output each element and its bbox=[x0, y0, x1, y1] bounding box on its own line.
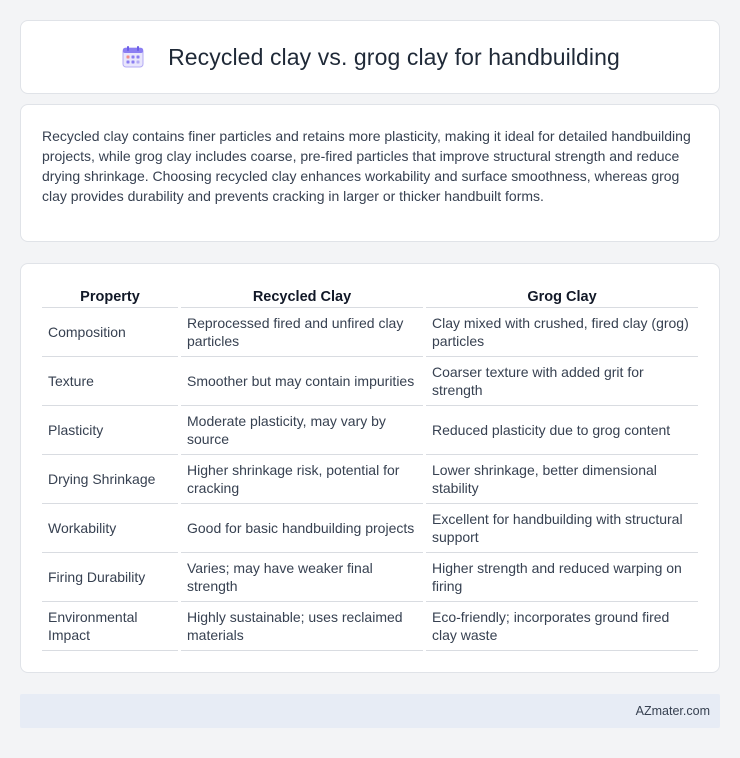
summary-text: Recycled clay contains finer particles and retains more plasticity, making it ideal for detailed handbuilding projects, while grog clay includes coarse, pre-fired particles that improve structural strength and reduce drying shrinkage. Choosing recycled clay enhances workability and surface smoothness, whereas grog clay provides durability and prevents cracking in larger or thicker handbuilt forms. bbox=[42, 128, 691, 204]
table-row bbox=[42, 308, 698, 357]
recycled-cell: Good for basic handbuilding projects bbox=[181, 504, 423, 553]
recycled-cell: Highly sustainable; uses reclaimed materials bbox=[181, 602, 423, 651]
property-cell: Texture bbox=[42, 357, 178, 406]
recycled-cell: Varies; may have weaker final strength bbox=[181, 553, 423, 602]
recycled-cell: Moderate plasticity, may vary by source bbox=[181, 406, 423, 455]
title-card bbox=[20, 20, 720, 94]
table-row bbox=[42, 553, 698, 602]
recycled-cell: Higher shrinkage risk, potential for cracking bbox=[181, 455, 423, 504]
grog-cell: Clay mixed with crushed, fired clay (grog) particles bbox=[426, 308, 698, 357]
property-cell: Firing Durability bbox=[42, 553, 178, 602]
property-cell: Plasticity bbox=[42, 406, 178, 455]
grog-cell: Eco-friendly; incorporates ground fired clay waste bbox=[426, 602, 698, 651]
summary-card bbox=[20, 104, 720, 242]
header-recycled-clay: Recycled Clay bbox=[181, 283, 423, 308]
comparison-table bbox=[39, 283, 701, 651]
footer-brand-link[interactable]: AZmater.com bbox=[635, 704, 710, 718]
grog-cell: Lower shrinkage, better dimensional stability bbox=[426, 455, 698, 504]
recycled-cell: Smoother but may contain impurities bbox=[181, 357, 423, 406]
grog-cell: Excellent for handbuilding with structural support bbox=[426, 504, 698, 553]
property-cell: Composition bbox=[42, 308, 178, 357]
grog-cell: Higher strength and reduced warping on firing bbox=[426, 553, 698, 602]
recycled-cell: Reprocessed fired and unfired clay particles bbox=[181, 308, 423, 357]
calendar-icon bbox=[120, 44, 146, 70]
header-grog-clay: Grog Clay bbox=[426, 283, 698, 308]
table-row bbox=[42, 406, 698, 455]
table-row bbox=[42, 357, 698, 406]
table-row bbox=[42, 455, 698, 504]
footer-bar bbox=[20, 694, 720, 728]
table-row bbox=[42, 504, 698, 553]
header-property: Property bbox=[42, 283, 178, 308]
table-row bbox=[42, 602, 698, 651]
property-cell: Environmental Impact bbox=[42, 602, 178, 651]
comparison-table-card bbox=[20, 263, 720, 673]
table-header-row bbox=[42, 283, 698, 308]
property-cell: Workability bbox=[42, 504, 178, 553]
property-cell: Drying Shrinkage bbox=[42, 455, 178, 504]
grog-cell: Coarser texture with added grit for strength bbox=[426, 357, 698, 406]
grog-cell: Reduced plasticity due to grog content bbox=[426, 406, 698, 455]
page-title: Recycled clay vs. grog clay for handbuilding bbox=[168, 43, 620, 70]
